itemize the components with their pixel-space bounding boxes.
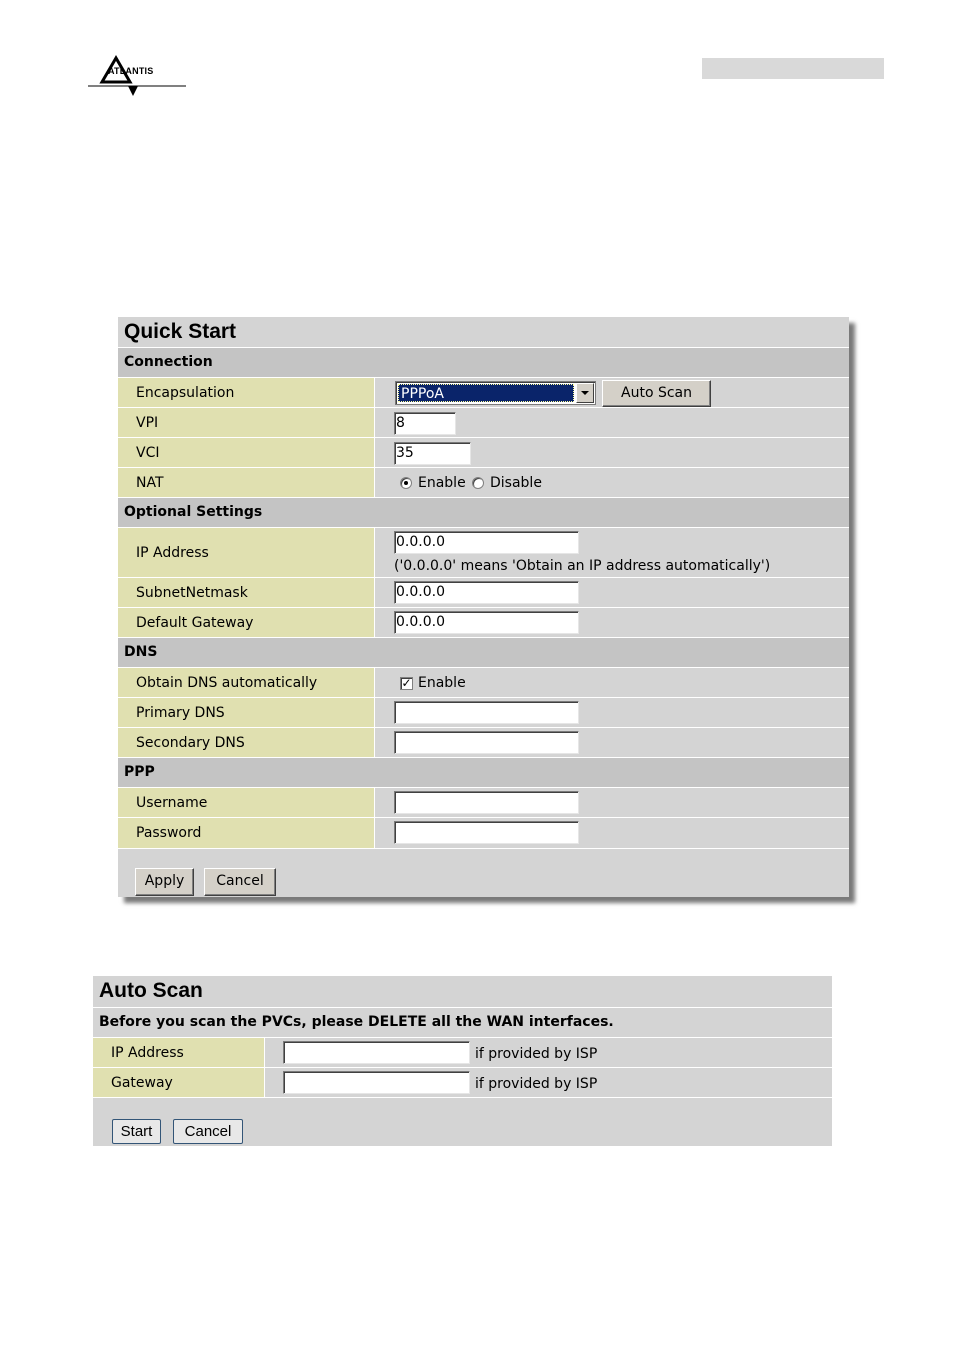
ip-address-label: IP Address <box>118 528 375 577</box>
auto-scan-title: Auto Scan <box>99 979 203 1002</box>
secondary-dns-input[interactable] <box>394 731 579 754</box>
section-connection: Connection <box>118 347 849 377</box>
nat-label: NAT <box>118 468 375 497</box>
auto-scan-button-bar <box>93 1097 832 1146</box>
password-input[interactable] <box>394 821 579 844</box>
primary-dns-label: Primary DNS <box>118 698 375 727</box>
auto-scan-button[interactable]: Auto Scan <box>602 380 711 407</box>
row-ip-address <box>118 527 849 577</box>
quick-start-panel <box>118 317 849 897</box>
cancel-button[interactable]: Cancel <box>204 868 276 896</box>
row-obtain-dns <box>118 667 849 697</box>
ip-address-hint: ('0.0.0.0' means 'Obtain an IP address automatically') <box>394 558 771 574</box>
row-default-gateway <box>118 607 849 637</box>
encapsulation-select[interactable] <box>395 381 596 405</box>
start-button[interactable]: Start <box>112 1119 161 1144</box>
encapsulation-selected: PPPoA <box>398 384 574 402</box>
page-title: Quick Start <box>124 320 237 343</box>
scan-gateway-label: Gateway <box>93 1068 265 1097</box>
row-secondary-dns <box>118 727 849 757</box>
vpi-label: VPI <box>118 408 375 437</box>
row-subnet-mask <box>118 577 849 607</box>
default-gateway-input[interactable]: 0.0.0.0 <box>394 611 579 634</box>
scan-cancel-button[interactable]: Cancel <box>173 1119 243 1144</box>
auto-scan-panel <box>93 976 832 1146</box>
atlantis-logo <box>86 54 188 102</box>
password-label: Password <box>118 818 375 848</box>
button-bar <box>118 848 849 897</box>
obtain-dns-label: Obtain DNS automatically <box>118 668 375 697</box>
scan-ip-address-hint: if provided by ISP <box>475 1046 598 1062</box>
scan-gateway-input[interactable] <box>283 1071 470 1094</box>
username-input[interactable] <box>394 791 579 814</box>
subnet-mask-label: SubnetNetmask <box>118 578 375 607</box>
scan-ip-address-label: IP Address <box>93 1038 265 1067</box>
row-vci <box>118 437 849 467</box>
chevron-down-icon[interactable] <box>576 383 594 403</box>
nat-disable-radio[interactable] <box>472 477 484 489</box>
username-label: Username <box>118 788 375 817</box>
row-username <box>118 787 849 817</box>
secondary-dns-label: Secondary DNS <box>118 728 375 757</box>
header-gray-bar <box>702 58 884 79</box>
logo-text: ATLANTIS <box>108 66 154 76</box>
logo-triangle-icon <box>86 54 188 102</box>
subnet-mask-input[interactable]: 0.0.0.0 <box>394 581 579 604</box>
row-nat <box>118 467 849 497</box>
scan-ip-address-input[interactable] <box>283 1041 470 1064</box>
section-ppp: PPP <box>118 757 849 787</box>
obtain-dns-enable-label: Enable <box>418 675 466 691</box>
row-encapsulation <box>118 377 849 407</box>
vpi-input[interactable]: 8 <box>394 412 456 435</box>
section-optional-settings: Optional Settings <box>118 497 849 527</box>
default-gateway-label: Default Gateway <box>118 608 375 637</box>
row-scan-ip-address <box>93 1037 832 1067</box>
ip-address-input[interactable]: 0.0.0.0 <box>394 531 579 554</box>
apply-button[interactable]: Apply <box>135 868 194 896</box>
nat-disable-label: Disable <box>490 475 542 491</box>
encapsulation-label: Encapsulation <box>118 378 375 407</box>
vci-label: VCI <box>118 438 375 467</box>
row-vpi <box>118 407 849 437</box>
nat-enable-radio[interactable] <box>400 477 412 489</box>
row-scan-gateway <box>93 1067 832 1097</box>
vci-input[interactable]: 35 <box>394 442 471 465</box>
row-password <box>118 817 849 848</box>
section-dns: DNS <box>118 637 849 667</box>
nat-enable-label: Enable <box>418 475 466 491</box>
auto-scan-notice: Before you scan the PVCs, please DELETE all the WAN interfaces. <box>93 1007 832 1037</box>
primary-dns-input[interactable] <box>394 701 579 724</box>
scan-gateway-hint: if provided by ISP <box>475 1076 598 1092</box>
row-primary-dns <box>118 697 849 727</box>
obtain-dns-checkbox[interactable]: ✓ <box>401 676 412 690</box>
